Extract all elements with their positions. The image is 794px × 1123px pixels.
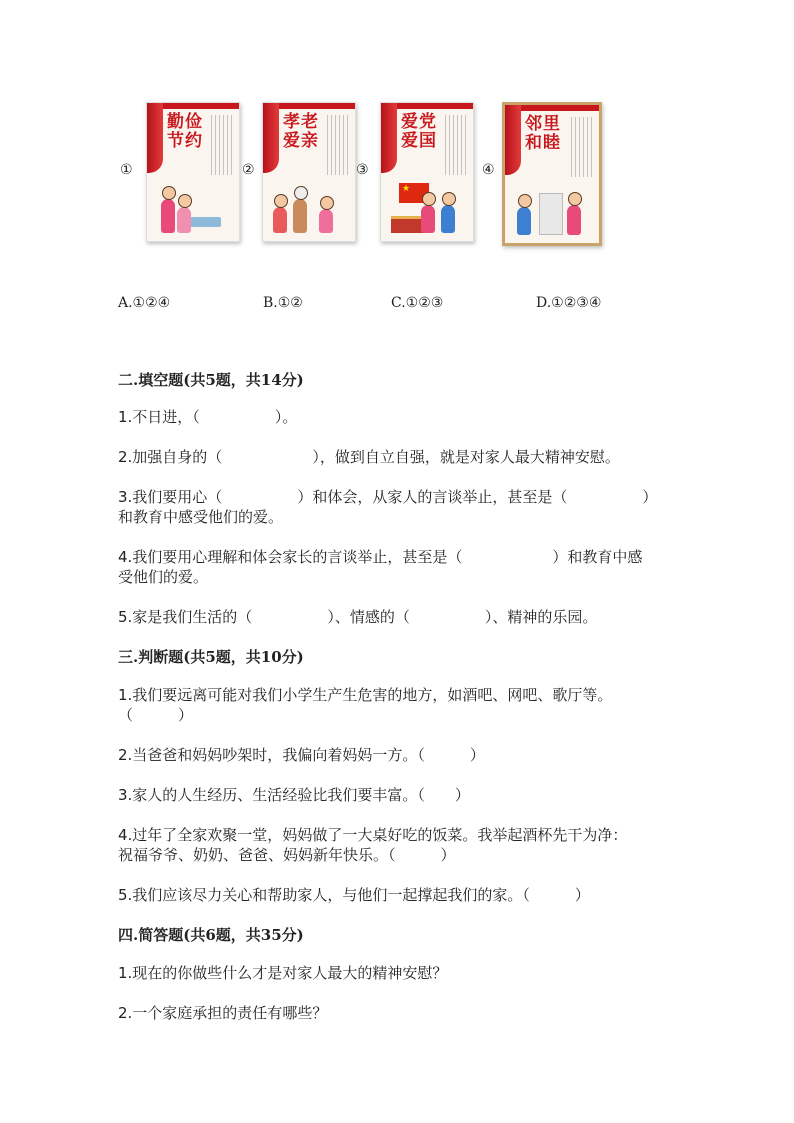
judge-question-3[interactable]: 3.家人的人生经历、生活经验比我们要丰富。（ ） — [118, 786, 470, 804]
poster-item-2 — [240, 100, 362, 245]
judge-question-1-line2: （ ） — [118, 706, 194, 724]
judge-question-5[interactable]: 5.我们应该尽力关心和帮助家人，与他们一起撑起我们的家。（ ） — [118, 886, 590, 904]
judge-question-1[interactable] — [118, 685, 678, 725]
judge-question-1-line1: 1.我们要远离可能对我们小学生产生危害的地方，如酒吧、网吧、歌厅等。 — [118, 686, 613, 704]
judge-question-2[interactable]: 2.当爸爸和妈妈吵架时，我偏向着妈妈一方。（ ） — [118, 746, 485, 764]
section-title-fill-blank: 二.填空题(共5题，共14分) — [118, 371, 304, 389]
fill-question-4-line1: 4.我们要用心理解和体会家长的言谈举止，甚至是（ ）和教育中感 — [118, 548, 643, 566]
poster-image-1 — [146, 102, 240, 242]
fill-question-3-line1: 3.我们要用心（ ）和体会，从家人的言谈举止，甚至是（ ） — [118, 488, 658, 506]
poster-title: 邻里和睦 — [525, 114, 561, 153]
fill-question-4-line2: 受他们的爱。 — [118, 568, 209, 586]
judge-question-4-line1: 4.过年了全家欢聚一堂，妈妈做了一大桌好吃的饭菜。我举起酒杯先干为净： — [118, 826, 628, 844]
poster-item-4 — [476, 100, 601, 245]
poster-item-3 — [356, 100, 478, 245]
fill-question-3-line2: 和教育中感受他们的爱。 — [118, 508, 284, 526]
option-c[interactable]: C.①②③ — [391, 295, 444, 311]
judge-question-4-line2: 祝福爷爷、奶奶、爸爸、妈妈新年快乐。（ ） — [118, 846, 456, 864]
poster-number: ② — [242, 162, 255, 178]
poster-title: 孝老爱亲 — [283, 112, 319, 151]
poster-title: 爱党爱国 — [401, 112, 437, 151]
fill-question-1[interactable]: 1.不日进，（ ）。 — [118, 408, 298, 426]
poster-number: ① — [120, 162, 133, 178]
answer-options — [118, 295, 678, 315]
judge-question-4[interactable] — [118, 825, 678, 865]
option-b[interactable]: B.①② — [263, 295, 303, 311]
option-a[interactable]: A.①②④ — [118, 295, 171, 311]
short-question-1[interactable]: 1.现在的你做些什么才是对家人最大的精神安慰？ — [118, 964, 448, 982]
poster-title: 勤俭节约 — [167, 112, 203, 151]
option-d[interactable]: D.①②③④ — [536, 295, 602, 311]
poster-number: ③ — [356, 162, 369, 178]
section-title-true-false: 三.判断题(共5题，共10分) — [118, 648, 304, 666]
section-title-short-answer: 四.简答题(共6题，共35分) — [118, 926, 304, 944]
poster-image-4 — [502, 102, 602, 246]
fill-question-4[interactable] — [118, 547, 678, 587]
poster-number: ④ — [482, 162, 495, 178]
poster-image-3 — [380, 102, 474, 242]
fill-question-5[interactable]: 5.家是我们生活的（ ）、情感的（ ）、精神的乐园。 — [118, 608, 598, 626]
fill-question-2[interactable]: 2.加强自身的（ ），做到自立自强，就是对家人最大精神安慰。 — [118, 448, 620, 466]
poster-image-2 — [262, 102, 356, 242]
fill-question-3[interactable] — [118, 487, 678, 527]
short-question-2[interactable]: 2.一个家庭承担的责任有哪些？ — [118, 1004, 328, 1022]
poster-item-1 — [118, 100, 240, 245]
poster-row — [118, 100, 618, 245]
